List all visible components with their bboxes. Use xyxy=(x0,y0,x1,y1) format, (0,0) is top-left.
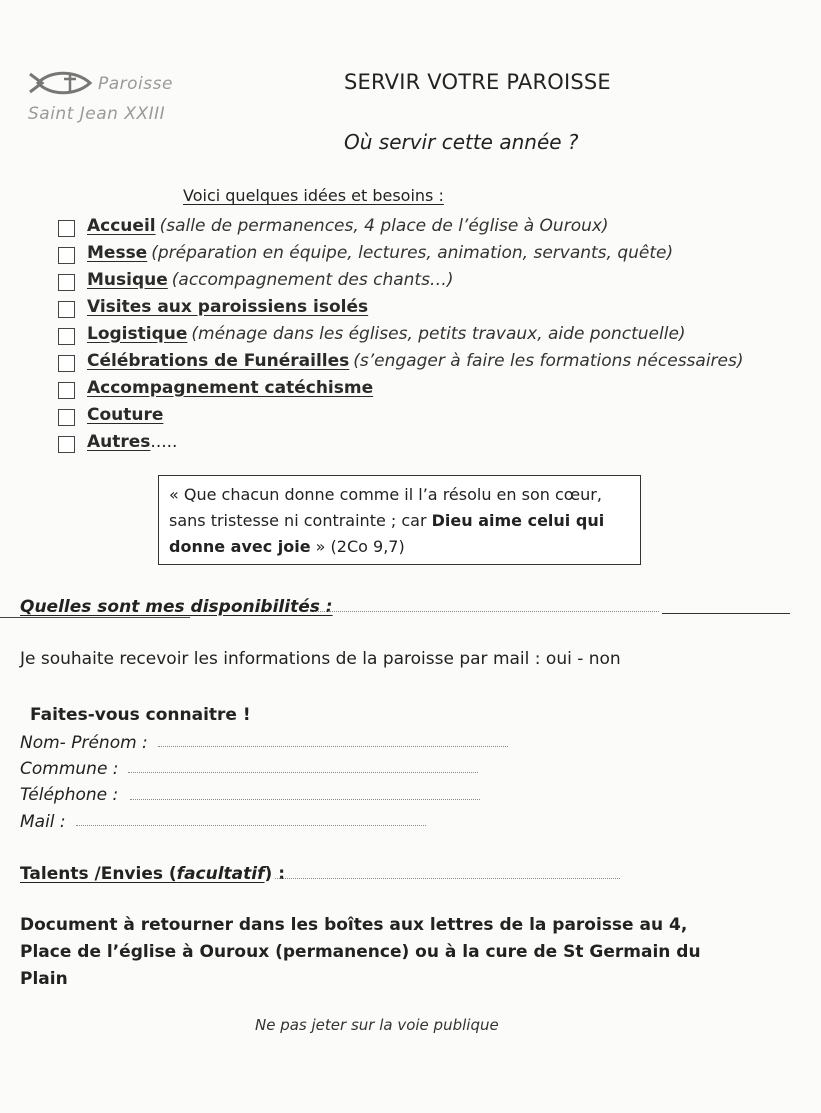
name-field[interactable] xyxy=(158,746,508,747)
commune-label: Commune : xyxy=(20,759,119,779)
page-subtitle: Où servir cette année ? xyxy=(344,130,579,154)
item-label: Musique xyxy=(87,269,168,290)
quote-text: « Que chacun donne comme il l’a résolu en son cœur, sans tristesse ni contrainte ; car xyxy=(169,485,602,530)
checkbox-musique[interactable] xyxy=(58,274,75,291)
bible-quote xyxy=(158,475,641,565)
availability-field[interactable] xyxy=(314,611,659,612)
mail-field[interactable] xyxy=(76,825,426,826)
item-label: Messe xyxy=(87,242,148,263)
contact-heading: Faites-vous connaitre ! xyxy=(30,705,251,725)
commune-field[interactable] xyxy=(128,772,478,773)
list-item xyxy=(58,374,744,401)
list-item xyxy=(58,212,744,239)
item-label: Visites aux paroissiens isolés xyxy=(87,296,369,317)
logo-parish-label: Paroisse xyxy=(98,74,173,94)
talents-field[interactable] xyxy=(275,878,620,879)
phone-label: Téléphone : xyxy=(20,785,119,805)
phone-field[interactable] xyxy=(130,799,480,800)
list-item xyxy=(58,347,744,374)
talents-label: Talents /Envies (facultatif) : xyxy=(20,864,285,884)
service-checklist xyxy=(58,212,744,455)
item-label: Accueil xyxy=(87,215,156,236)
checkbox-couture[interactable] xyxy=(58,409,75,426)
quote-reference: » (2Co 9,7) xyxy=(310,537,405,556)
ideas-intro: Voici quelques idées et besoins : xyxy=(183,186,444,205)
availability-underline xyxy=(0,617,190,618)
item-description: (s’engager à faire les formations nécessaires) xyxy=(353,350,744,371)
item-description: ..... xyxy=(150,431,178,452)
logo-parish-name: Saint Jean XXIII xyxy=(28,104,166,124)
name-label: Nom- Prénom : xyxy=(20,733,148,753)
checkbox-catechisme[interactable] xyxy=(58,382,75,399)
mail-label: Mail : xyxy=(20,812,66,832)
list-item xyxy=(58,428,744,455)
fish-icon xyxy=(26,70,96,96)
checkbox-visites[interactable] xyxy=(58,301,75,318)
footer-note: Ne pas jeter sur la voie publique xyxy=(255,1016,499,1034)
item-description: (salle de permanences, 4 place de l’église à Ouroux) xyxy=(159,215,609,236)
checkbox-logistique[interactable] xyxy=(58,328,75,345)
mail-preference: Je souhaite recevoir les informations de la paroisse par mail : oui - non xyxy=(20,649,621,669)
item-label: Accompagnement catéchisme xyxy=(87,377,374,398)
checkbox-autres[interactable] xyxy=(58,436,75,453)
item-description: (ménage dans les églises, petits travaux, aide ponctuelle) xyxy=(191,323,686,344)
checkbox-accueil[interactable] xyxy=(58,220,75,237)
list-item xyxy=(58,239,744,266)
list-item xyxy=(58,293,744,320)
quote-emphasis: Dieu aime celui qui donne avec joie xyxy=(169,511,605,556)
availability-label: Quelles sont mes disponibilités : xyxy=(20,597,333,617)
item-label: Couture xyxy=(87,404,164,425)
item-label: Logistique xyxy=(87,323,188,344)
item-description: (préparation en équipe, lectures, animation, servants, quête) xyxy=(151,242,674,263)
page-title: SERVIR VOTRE PAROISSE xyxy=(344,70,611,94)
checkbox-funerailles[interactable] xyxy=(58,355,75,372)
item-label: Célébrations de Funérailles xyxy=(87,350,350,371)
checkbox-messe[interactable] xyxy=(58,247,75,264)
availability-field-extension[interactable] xyxy=(662,613,790,614)
list-item xyxy=(58,266,744,293)
list-item xyxy=(58,401,744,428)
return-instructions: Document à retourner dans les boîtes aux lettres de la paroisse au 4, Place de l’église à Ouroux (permanence) ou à la cure de St Germain du Plain xyxy=(20,915,701,989)
list-item xyxy=(58,320,744,347)
item-description: (accompagnement des chants…) xyxy=(171,269,454,290)
item-label: Autres xyxy=(87,431,151,452)
